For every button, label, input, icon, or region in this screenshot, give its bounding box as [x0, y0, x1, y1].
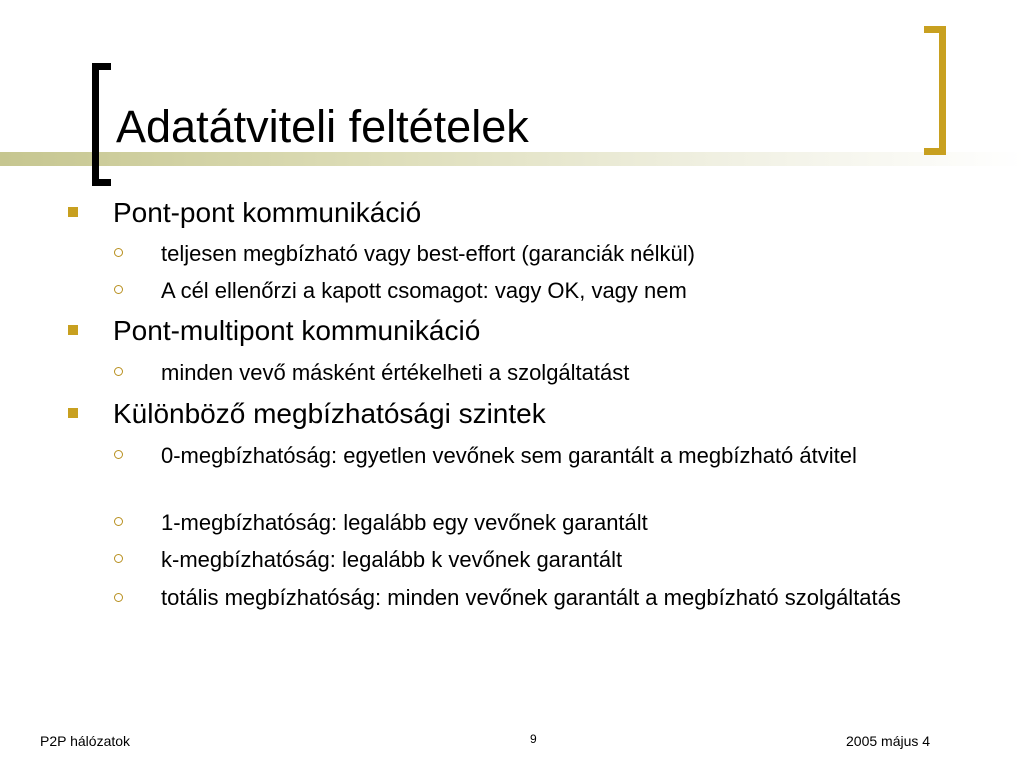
sub-bullet-text: totális megbízhatóság: minden vevőnek garantált a megbízható szolgáltatás: [161, 585, 901, 610]
square-bullet-icon: [68, 207, 78, 217]
sub-bullet-text: k-megbízhatóság: legalább k vevőnek garantált: [161, 547, 623, 572]
circle-bullet-icon: [114, 554, 123, 563]
sub-bullet-text: A cél ellenőrzi a kapott csomagot: vagy OK, vagy nem: [161, 278, 687, 303]
circle-bullet-icon: [114, 248, 123, 257]
circle-bullet-icon: [114, 285, 123, 294]
right-bracket-decoration: [924, 26, 946, 155]
sub-bullet-text: 1-megbízhatóság: legalább egy vevőnek garantált: [161, 510, 648, 535]
square-bullet-icon: [68, 325, 78, 335]
left-bracket-decoration: [92, 63, 111, 186]
circle-bullet-icon: [114, 593, 123, 602]
bullet-text: Pont-pont kommunikáció: [113, 197, 422, 228]
title-accent-band: [0, 152, 1024, 166]
sub-bullet-text: minden vevő másként értékelheti a szolgáltatást: [161, 360, 630, 385]
circle-bullet-icon: [114, 367, 123, 376]
circle-bullet-icon: [114, 450, 123, 459]
square-bullet-icon: [68, 408, 78, 418]
circle-bullet-icon: [114, 517, 123, 526]
bullet-text: Pont-multipont kommunikáció: [113, 315, 481, 346]
sub-bullet-text: teljesen megbízható vagy best-effort (garanciák nélkül): [161, 241, 695, 266]
slide-title: Adatátviteli feltételek: [116, 101, 529, 152]
footer-date: 2005 május 4: [846, 733, 931, 749]
footer-page-number: 9: [530, 732, 537, 746]
bullet-text: Különböző megbízhatósági szintek: [113, 398, 546, 429]
footer-presentation-name: P2P hálózatok: [40, 733, 131, 749]
sub-bullet-text: 0-megbízhatóság: egyetlen vevőnek sem garantált a megbízható átvitel: [161, 443, 857, 468]
